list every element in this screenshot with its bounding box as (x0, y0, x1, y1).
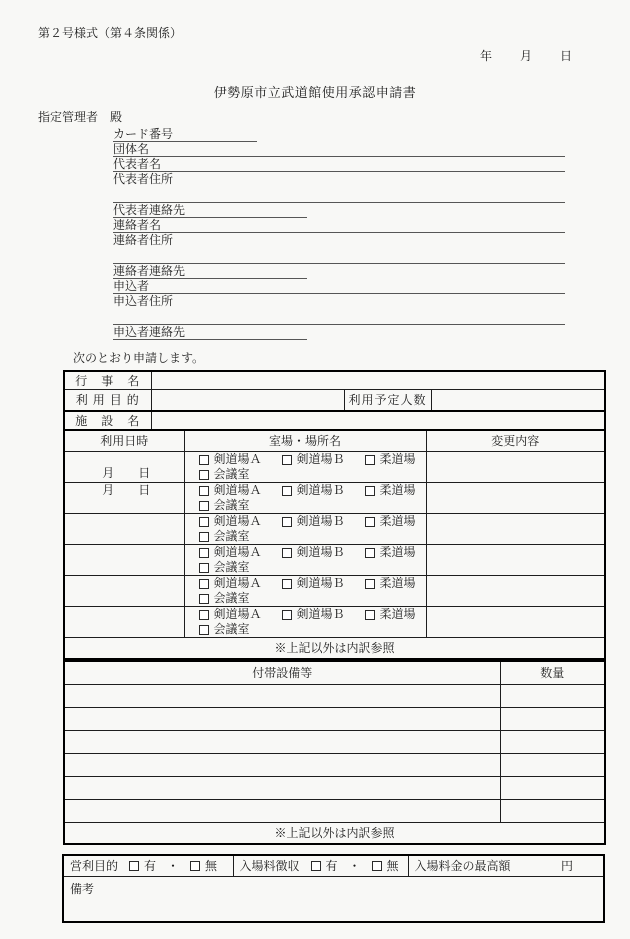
option-kendo-a[interactable] (199, 514, 262, 529)
checkbox-icon[interactable] (365, 455, 375, 465)
header-room: 室場・場所名 (184, 430, 426, 452)
change-detail-cell[interactable] (426, 545, 605, 576)
day-label: 日 (138, 483, 151, 497)
room-options-cell (184, 483, 426, 514)
date-year-label: 年 (479, 49, 492, 63)
equipment-row (64, 777, 605, 800)
field-liaison-name[interactable] (113, 218, 565, 233)
remarks-label: 備考 (70, 882, 95, 896)
field-label: 代表者名 (113, 157, 162, 171)
intro-text: 次のとおり申請します。 (73, 351, 205, 365)
change-detail-cell[interactable] (426, 576, 605, 607)
change-detail-cell[interactable] (426, 514, 605, 545)
checkbox-icon[interactable] (199, 563, 209, 573)
checkbox-icon[interactable] (311, 861, 321, 871)
checkbox-icon[interactable] (365, 517, 375, 527)
option-judo[interactable] (365, 452, 416, 467)
field-applicant-contact[interactable] (113, 325, 307, 340)
option-kendo-b[interactable] (282, 576, 345, 591)
equipment-qty-cell[interactable] (500, 708, 605, 731)
checkbox-icon[interactable] (365, 610, 375, 620)
equipment-name-cell[interactable] (64, 685, 500, 708)
option-judo[interactable] (365, 576, 416, 591)
equipment-row (64, 685, 605, 708)
field-representative-address-line[interactable] (113, 187, 565, 203)
option-kendo-b[interactable] (282, 483, 345, 498)
option-label: 剣道場Ｂ (296, 545, 345, 559)
breakdown-note: ※上記以外は内訳参照 (64, 823, 605, 844)
option-separator: ・ (167, 858, 180, 873)
option-label: 柔道場 (379, 545, 416, 559)
date-line (0, 47, 630, 64)
expected-people-label: 利用予定人数 (344, 390, 431, 411)
date-day-label: 日 (559, 49, 572, 63)
option-label: 会議室 (213, 591, 250, 605)
admission-no-option[interactable] (372, 856, 399, 876)
room-options-cell (184, 514, 426, 545)
field-liaison-contact[interactable] (113, 264, 307, 279)
field-label: 連絡者連絡先 (113, 264, 186, 278)
option-label: 会議室 (213, 498, 250, 512)
equipment-qty-cell[interactable] (500, 777, 605, 800)
equipment-qty-cell[interactable] (500, 685, 605, 708)
field-applicant-address-line[interactable] (113, 309, 565, 325)
field-label: カード番号 (113, 127, 174, 141)
option-kendo-a[interactable] (199, 607, 262, 622)
equipment-qty-cell[interactable] (500, 731, 605, 754)
equipment-table (63, 660, 606, 845)
equipment-header: 付帯設備等 (64, 661, 500, 685)
admission-yes-option[interactable] (311, 856, 338, 876)
addressee: 指定管理者 殿 (38, 110, 123, 124)
field-liaison-address-label: 連絡者住所 (113, 233, 174, 247)
checkbox-icon[interactable] (199, 610, 209, 620)
footer-table (62, 854, 605, 923)
month-label: 月 (102, 483, 115, 497)
checkbox-icon[interactable] (199, 548, 209, 558)
usage-slot-row (64, 483, 605, 514)
option-label: 剣道場Ｂ (296, 452, 345, 466)
option-meeting-room[interactable] (199, 591, 250, 606)
option-label: 剣道場Ａ (213, 545, 262, 559)
option-kendo-a[interactable] (199, 452, 262, 467)
option-label: 柔道場 (379, 576, 416, 590)
checkbox-icon[interactable] (372, 861, 382, 871)
checkbox-icon[interactable] (199, 532, 209, 542)
max-fee-cell[interactable] (408, 855, 604, 877)
field-representative-contact[interactable] (113, 203, 307, 218)
option-kendo-b[interactable] (282, 452, 345, 467)
checkbox-icon[interactable] (129, 861, 139, 871)
option-kendo-a[interactable] (199, 545, 262, 560)
application-form-page (0, 24, 630, 939)
option-meeting-room[interactable] (199, 560, 250, 575)
equipment-name-cell[interactable] (64, 777, 500, 800)
page-title: 伊勢原市立武道館使用承認申請書 (213, 85, 417, 100)
option-label: 無 (205, 858, 218, 873)
option-label: 剣道場Ｂ (296, 607, 345, 621)
option-label: 剣道場Ｂ (296, 514, 345, 528)
option-label: 会議室 (213, 529, 250, 543)
field-group-name[interactable] (113, 142, 565, 157)
option-label: 剣道場Ｂ (296, 483, 345, 497)
admission-fee-label: 入場料徴収 (239, 858, 300, 873)
option-meeting-room[interactable] (199, 467, 250, 482)
option-kendo-a[interactable] (199, 576, 262, 591)
option-label: 有 (144, 858, 157, 873)
usage-slot-row (64, 514, 605, 545)
change-detail-cell[interactable] (426, 607, 605, 638)
checkbox-icon[interactable] (199, 517, 209, 527)
checkbox-icon[interactable] (282, 610, 292, 620)
checkbox-icon[interactable] (282, 548, 292, 558)
equipment-row (64, 731, 605, 754)
expected-people-cell[interactable] (431, 390, 605, 411)
date-cell[interactable] (64, 483, 184, 514)
field-label: 代表者連絡先 (113, 203, 186, 217)
request-table (63, 370, 606, 660)
option-kendo-a[interactable] (199, 483, 262, 498)
facility-name-cell[interactable] (151, 411, 605, 430)
option-kendo-b[interactable] (282, 607, 345, 622)
equipment-name-cell[interactable] (64, 731, 500, 754)
profit-purpose-label: 営利目的 (70, 858, 119, 873)
month-label: 月 (102, 466, 115, 480)
purpose-cell[interactable] (151, 390, 344, 411)
option-separator: ・ (348, 858, 361, 873)
option-label: 柔道場 (379, 607, 416, 621)
field-representative-address-label: 代表者住所 (113, 172, 174, 186)
checkbox-icon[interactable] (199, 470, 209, 480)
equipment-name-cell[interactable] (64, 708, 500, 731)
option-kendo-b[interactable] (282, 545, 345, 560)
field-representative-name[interactable] (113, 157, 565, 172)
admission-fee-cell (233, 855, 408, 877)
date-cell[interactable] (64, 576, 184, 607)
date-month-label: 月 (519, 49, 532, 63)
usage-slot-row (64, 545, 605, 576)
equipment-name-cell[interactable] (64, 754, 500, 777)
option-judo[interactable] (365, 545, 416, 560)
option-label: 剣道場Ａ (213, 452, 262, 466)
option-kendo-b[interactable] (282, 514, 345, 529)
checkbox-icon[interactable] (282, 517, 292, 527)
header-datetime: 利用日時 (64, 430, 184, 452)
room-options-cell (184, 452, 426, 483)
profit-no-option[interactable] (190, 856, 217, 876)
option-judo[interactable] (365, 514, 416, 529)
option-label: 剣道場Ａ (213, 483, 262, 497)
facility-name-label: 施 設 名 (64, 411, 151, 430)
field-liaison-address-line[interactable] (113, 248, 565, 264)
option-meeting-room[interactable] (199, 622, 250, 637)
applicant-fields (113, 127, 565, 340)
option-meeting-room[interactable] (199, 529, 250, 544)
equipment-qty-cell[interactable] (500, 754, 605, 777)
field-card-number[interactable] (113, 127, 257, 142)
checkbox-icon[interactable] (365, 486, 375, 496)
option-label: 柔道場 (379, 483, 416, 497)
field-label: 連絡者名 (113, 218, 162, 232)
field-label: 申込者連絡先 (113, 325, 186, 339)
checkbox-icon[interactable] (190, 861, 200, 871)
checkbox-icon[interactable] (199, 579, 209, 589)
event-name-label: 行 事 名 (64, 371, 151, 390)
quantity-header: 数量 (500, 661, 605, 685)
checkbox-icon[interactable] (282, 455, 292, 465)
change-detail-cell[interactable] (426, 483, 605, 514)
date-cell[interactable] (64, 607, 184, 638)
checkbox-icon[interactable] (199, 594, 209, 604)
profit-yes-option[interactable] (129, 856, 156, 876)
option-label: 会議室 (213, 560, 250, 574)
option-label: 剣道場Ａ (213, 607, 262, 621)
date-cell[interactable] (64, 545, 184, 576)
option-label: 無 (386, 858, 399, 873)
option-label: 剣道場Ｂ (296, 576, 345, 590)
checkbox-icon[interactable] (365, 579, 375, 589)
option-label: 柔道場 (379, 514, 416, 528)
date-cell[interactable] (64, 452, 184, 483)
header-change: 変更内容 (426, 430, 605, 452)
option-judo[interactable] (365, 607, 416, 622)
equipment-qty-cell[interactable] (500, 800, 605, 823)
option-label: 会議室 (213, 467, 250, 481)
breakdown-note: ※上記以外は内訳参照 (64, 638, 605, 659)
change-detail-cell[interactable] (426, 452, 605, 483)
field-label: 団体名 (113, 142, 150, 156)
option-label: 剣道場Ａ (213, 514, 262, 528)
max-fee-label: 入場料金の最高額 (414, 859, 511, 874)
equipment-row (64, 708, 605, 731)
purpose-label: 利 用 目 的 (64, 390, 151, 411)
option-label: 剣道場Ａ (213, 576, 262, 590)
field-applicant-address-label: 申込者住所 (113, 294, 174, 308)
day-label: 日 (138, 466, 151, 480)
option-label: 柔道場 (379, 452, 416, 466)
checkbox-icon[interactable] (282, 486, 292, 496)
room-options-cell (184, 545, 426, 576)
field-label: 申込者 (113, 279, 150, 293)
room-options-cell (184, 576, 426, 607)
option-meeting-room[interactable] (199, 498, 250, 513)
equipment-name-cell[interactable] (64, 800, 500, 823)
option-judo[interactable] (365, 483, 416, 498)
room-options-cell (184, 607, 426, 638)
equipment-row (64, 800, 605, 823)
checkbox-icon[interactable] (199, 501, 209, 511)
event-name-cell[interactable] (151, 371, 605, 390)
yen-label: 円 (560, 859, 573, 874)
checkbox-icon[interactable] (199, 486, 209, 496)
equipment-row (64, 754, 605, 777)
option-label: 有 (325, 858, 338, 873)
usage-slot-row (64, 576, 605, 607)
checkbox-icon[interactable] (365, 548, 375, 558)
option-label: 会議室 (213, 622, 250, 636)
date-cell[interactable] (64, 514, 184, 545)
checkbox-icon[interactable] (199, 625, 209, 635)
form-number: 第２号様式（第４条関係） (38, 26, 183, 40)
checkbox-icon[interactable] (199, 455, 209, 465)
profit-purpose-cell (63, 855, 233, 877)
field-applicant-name[interactable] (113, 279, 565, 294)
usage-slot-row (64, 452, 605, 483)
checkbox-icon[interactable] (282, 579, 292, 589)
usage-slot-row (64, 607, 605, 638)
